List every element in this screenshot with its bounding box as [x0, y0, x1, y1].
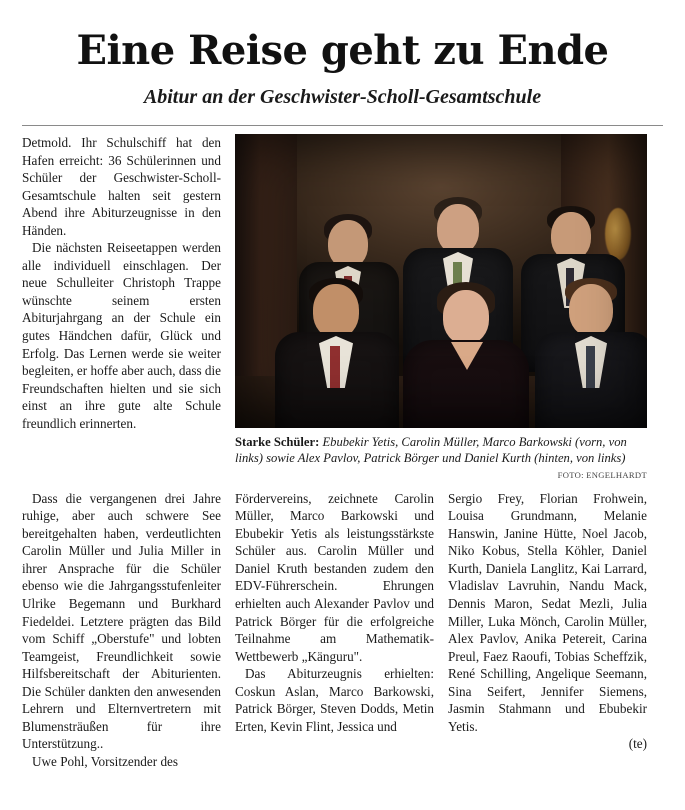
photo-caption	[235, 434, 647, 467]
article-column-1	[22, 134, 221, 432]
paragraph-text: Dass die vergangenen drei Jahre ruhige, aber auch schwere See bereitgehalten haben, verdeutlichten Carolin Müller und Julia Miller in ihrer Ansprache für die Schüler ebenso wie die Jahrgangsstufenleiter Ulrike Begemann und Burkhard Fiedeldei. Letztere prägten das Bild vom Schiff „Oberstufe" und lobten Teamgeist, Freundlichkeit sowie Hilfsbereitschaft der Abiturienten. Die Schüler dankten den anwesenden Lehrern und Elternvertretern mit Blumensträußen für ihre Unterstützung..	[22, 490, 221, 752]
article-column-1-continued	[22, 490, 221, 771]
photo-person-front-left	[275, 284, 399, 428]
head	[551, 212, 591, 260]
head	[569, 284, 613, 336]
article-lower-section	[22, 490, 663, 771]
head	[328, 220, 368, 268]
paragraph-text: Das Abiturzeugnis erhielten: Coskun Aslan, Marco Barkowski, Patrick Börger, Steven Dodds, Metin Erten, Kevin Flint, Jessica und	[235, 666, 434, 734]
dateline: Detmold.	[22, 135, 72, 150]
paragraph-text: Ihr Schulschiff hat den Hafen erreicht: 36 Schülerinnen und Schüler der Geschwister-Scholl-Gesamtschule halten seit gestern Abend ihre Abiturzeugnisse in den Händen.	[22, 135, 221, 238]
photo-credit: FOTO: ENGELHARDT	[557, 469, 647, 480]
photo-person-front-center	[401, 290, 531, 428]
header-divider	[22, 125, 663, 126]
article-upper-section	[22, 134, 663, 480]
article-column-2	[235, 490, 434, 736]
head	[437, 204, 479, 254]
tie	[330, 346, 340, 388]
page-title: Eine Reise geht zu Ende	[76, 27, 609, 74]
article-photo-block	[235, 134, 647, 480]
article-signature: (te)	[628, 736, 647, 752]
article-subhead: Abitur an der Geschwister-Scholl-Gesamtschule	[143, 86, 542, 108]
graduation-group-photo	[235, 134, 647, 428]
paragraph-text: Sergio Frey, Florian Frohwein, Louisa Grundmann, Melanie Hanswin, Janine Hütte, Noel Jacob, Niko Kobus, Stella Köhler, Daniel Kurth, Daniela Langlitz, Kai Larrard, Vladislav Lavruhin, Nandu Mack, Dennis Maron, Sedat Mezli, Julia Miller, Luka Mönch, Carolin Müller, Alex Pavlov, Anika Petereit, Carina Preul, Faez Raoufi, Tobias Scheffzik, René Schilling, Angelique Seemann, Sina Seifert, Jennifer Siemens, Jasmin Stahmann und Ebubekir Yetis.	[448, 490, 647, 734]
article-column-3	[448, 490, 647, 753]
tie	[586, 346, 595, 388]
paragraph-dateline	[22, 134, 221, 239]
head	[313, 284, 359, 338]
article-body	[22, 134, 663, 770]
photo-person-front-right	[535, 284, 647, 428]
head	[443, 290, 489, 344]
paragraph-text: Fördervereins, zeichnete Carolin Müller, Marco Barkowski und Ebubekir Yetis als leistungsstärkste Schüler aus. Carolin Müller und Daniel Kruth bestanden zudem den EDV-Führerschein. Ehrungen erhielten auch Alexander Pavlov und Patrick Börger für die erfolgreiche Teilnahme am Mathematik-Wettbewerb „Känguru".	[235, 490, 434, 664]
paragraph-text: Uwe Pohl, Vorsitzender des	[32, 753, 179, 769]
paragraph-text: Die nächsten Reiseetappen werden alle individuell einschlagen. Der neue Schulleiter Christoph Trappe wünschte seinem ersten Abiturjahrgang an der Schule ein gutes Händchen dafür, Glück und Erfolg. Das Lernen werde sie weiter begleiten, er hoffe aber auch, dass die Freundschaften hielten und sie sich einst an ihre gute alte Schule freundlich erinnerten.	[22, 240, 221, 431]
photo-caption-text: Ebubekir Yetis, Carolin Müller, Marco Barkowski (vorn, von links) sowie Alex Pavlov, Patrick Börger und Daniel Kurth (hinten, von links)	[235, 435, 627, 466]
photo-wrapper	[235, 134, 647, 428]
photo-caption-lead: Starke Schüler:	[235, 435, 320, 449]
